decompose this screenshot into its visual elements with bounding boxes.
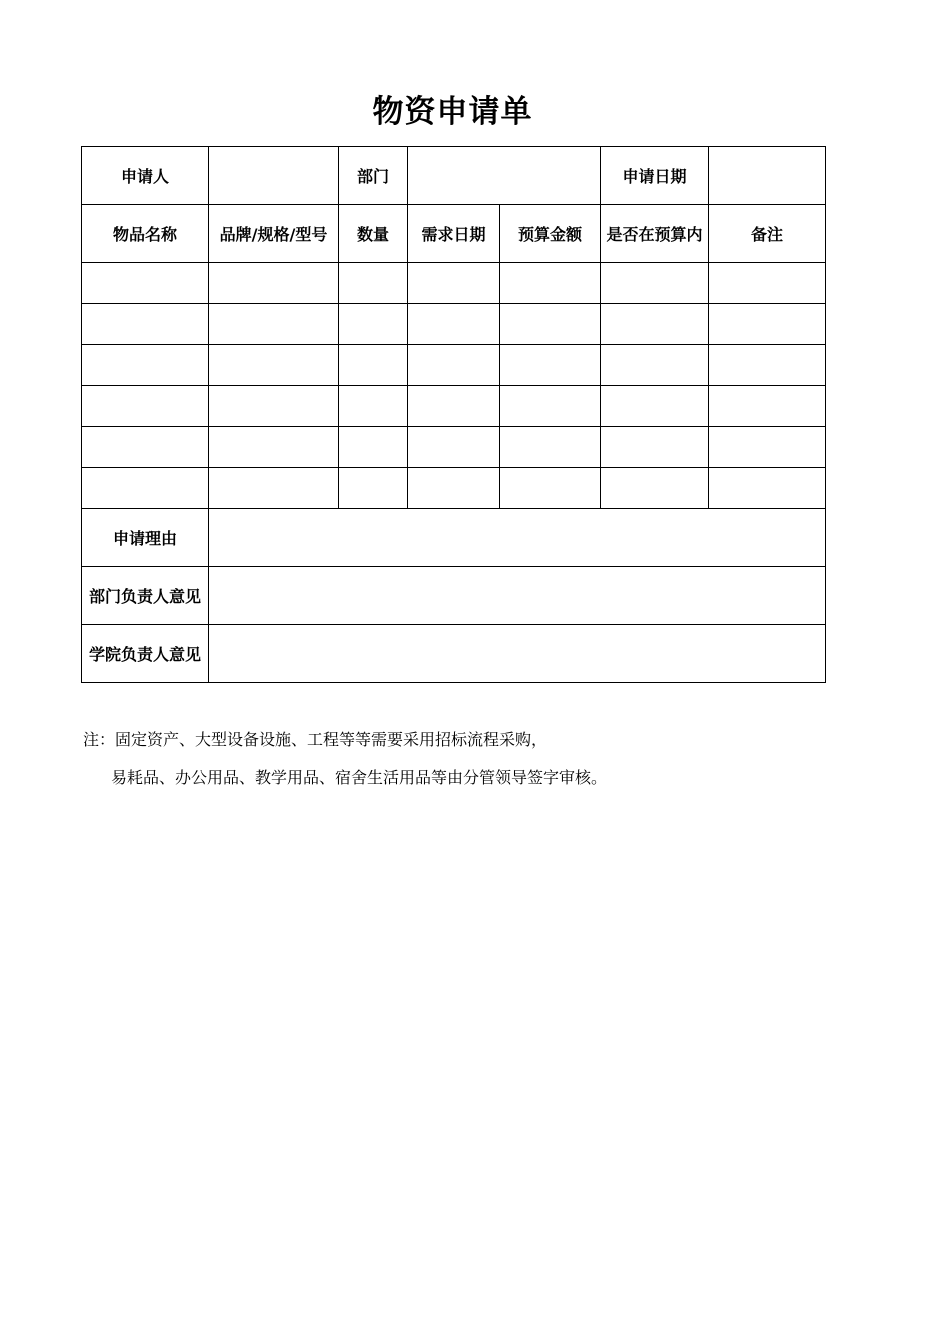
applicant-label: 申请人 <box>82 147 209 205</box>
item-cell[interactable] <box>408 263 500 304</box>
item-cell[interactable] <box>339 263 408 304</box>
item-cell[interactable] <box>709 386 826 427</box>
item-cell[interactable] <box>82 304 209 345</box>
dept-opinion-label: 部门负责人意见 <box>82 567 209 625</box>
item-cell[interactable] <box>408 427 500 468</box>
item-cell[interactable] <box>209 304 339 345</box>
item-cell[interactable] <box>601 427 709 468</box>
item-cell[interactable] <box>709 263 826 304</box>
item-row <box>82 427 826 468</box>
column-header-item-name: 物品名称 <box>82 205 209 263</box>
item-cell[interactable] <box>82 427 209 468</box>
dept-opinion-row <box>82 567 826 625</box>
item-cell[interactable] <box>82 263 209 304</box>
item-cell[interactable] <box>500 345 601 386</box>
item-cell[interactable] <box>408 386 500 427</box>
item-cell[interactable] <box>339 345 408 386</box>
application-date-label: 申请日期 <box>601 147 709 205</box>
reason-row <box>82 509 826 567</box>
item-cell[interactable] <box>709 427 826 468</box>
college-opinion-label: 学院负责人意见 <box>82 625 209 683</box>
item-row <box>82 386 826 427</box>
column-header-quantity: 数量 <box>339 205 408 263</box>
reason-label: 申请理由 <box>82 509 209 567</box>
item-cell[interactable] <box>601 304 709 345</box>
item-cell[interactable] <box>500 263 601 304</box>
item-row <box>82 304 826 345</box>
note-line-2: 易耗品、办公用品、教学用品、宿舍生活用品等由分管领导签字审核。 <box>111 768 608 787</box>
item-cell[interactable] <box>408 345 500 386</box>
item-cell[interactable] <box>709 345 826 386</box>
column-header-budget-amount: 预算金额 <box>500 205 601 263</box>
college-opinion-row <box>82 625 826 683</box>
item-cell[interactable] <box>209 345 339 386</box>
item-cell[interactable] <box>339 427 408 468</box>
item-row <box>82 345 826 386</box>
item-cell[interactable] <box>709 304 826 345</box>
department-field[interactable] <box>408 147 601 205</box>
item-cell[interactable] <box>339 386 408 427</box>
column-header-brand-spec-model: 品牌/规格/型号 <box>209 205 339 263</box>
item-cell[interactable] <box>82 386 209 427</box>
item-cell[interactable] <box>339 304 408 345</box>
item-cell[interactable] <box>209 427 339 468</box>
requisition-form-table <box>81 146 826 683</box>
applicant-field[interactable] <box>209 147 339 205</box>
item-cell[interactable] <box>408 304 500 345</box>
item-cell[interactable] <box>82 468 209 509</box>
column-header-remarks: 备注 <box>709 205 826 263</box>
application-date-field[interactable] <box>709 147 826 205</box>
item-cell[interactable] <box>500 304 601 345</box>
item-cell[interactable] <box>709 468 826 509</box>
column-header-required-date: 需求日期 <box>408 205 500 263</box>
item-cell[interactable] <box>601 345 709 386</box>
item-cell[interactable] <box>500 386 601 427</box>
column-header-within-budget: 是否在预算内 <box>601 205 709 263</box>
item-cell[interactable] <box>209 263 339 304</box>
department-label: 部门 <box>339 147 408 205</box>
item-cell[interactable] <box>408 468 500 509</box>
column-header-row <box>82 205 826 263</box>
page-title: 物资申请单 <box>372 94 533 130</box>
reason-field[interactable] <box>209 509 826 567</box>
dept-opinion-field[interactable] <box>209 567 826 625</box>
item-cell[interactable] <box>601 263 709 304</box>
item-cell[interactable] <box>209 468 339 509</box>
item-row <box>82 263 826 304</box>
item-cell[interactable] <box>500 427 601 468</box>
item-row <box>82 468 826 509</box>
item-cell[interactable] <box>500 468 601 509</box>
applicant-row <box>82 147 826 205</box>
item-cell[interactable] <box>601 468 709 509</box>
item-cell[interactable] <box>209 386 339 427</box>
item-cell[interactable] <box>82 345 209 386</box>
college-opinion-field[interactable] <box>209 625 826 683</box>
item-cell[interactable] <box>601 386 709 427</box>
item-cell[interactable] <box>339 468 408 509</box>
note-line-1: 注：固定资产、大型设备设施、工程等等需要采用招标流程采购， <box>83 730 548 749</box>
